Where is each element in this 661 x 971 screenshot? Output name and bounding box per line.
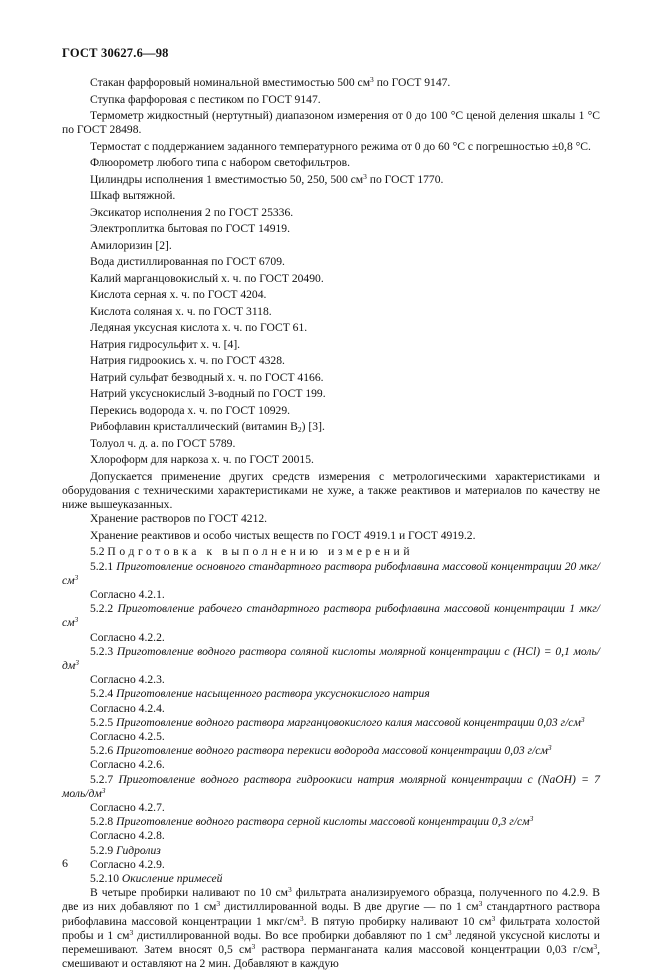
list-paragraph: Цилиндры исполнения 1 вместимостью 50, 250, 500 $см^3$ по ГОСТ 1770.	[90, 171, 444, 186]
list-paragraph: Перекись водорода х. ч. по ГОСТ 10929.	[90, 403, 291, 417]
list-paragraph: Хранение растворов по ГОСТ 4212.	[90, 512, 268, 526]
list-paragraph: Натрия гидроокись х. ч. по ГОСТ 4328.	[90, 354, 285, 368]
subsection-heading: 5.2.10 Окисление примесей	[90, 871, 223, 885]
list-paragraph: Кислота серная х. ч. по ГОСТ 4204.	[90, 288, 267, 302]
list-paragraph: Кислота соляная х. ч. по ГОСТ 3118.	[90, 304, 272, 318]
list-paragraph: Вода дистиллированная по ГОСТ 6709.	[90, 255, 285, 269]
list-paragraph: Электроплитка бытовая по ГОСТ 14919.	[90, 222, 290, 236]
list-paragraph: Стакан фарфоровый номинальной вместимостью 500 $см^3$ по ГОСТ 9147.	[90, 75, 451, 89]
subsection-heading: 5.2.3 Приготовление водного раствора соляной кислоты молярной концентрации с (HCl) = 0,1 моль/$дм^3$	[62, 644, 600, 672]
list-paragraph: Амилоризин [2].	[90, 238, 172, 252]
subsection-heading: 5.2.8 Приготовление водного раствора серной кислоты массовой концентрации 0,3 $г/см^3$	[90, 814, 534, 829]
subsection-reference: Согласно 4.2.4.	[90, 701, 165, 715]
list-paragraph: Ступка фарфоровая с пестиком по ГОСТ 9147.	[90, 92, 321, 106]
subsection-heading: 5.2.2 Приготовление рабочего стандартного раствора рибофлавина массовой концентрации 1 мкг/$см^3$	[62, 602, 600, 630]
list-paragraph: Рибофлавин кристаллический (витамин $B_2$) [3].	[90, 420, 325, 435]
procedure-paragraph: В четыре пробирки наливают по 10 $см^3$ фильтрата анализируемого образца, полученного по 4.2.9. В две из них добавляют по 1 $см^3$ дистиллированной воды. В две другие — по 1 $см^3$ стандартного раствора рибофлавина массовой концентрации 1 мкг/$см^3$. В пятую пробирку наливают 10 $см^3$ фильтрата холостой пробы и 1 $см^3$ дистиллированной воды. Во все пробирки добавляют по 1 $см^3$ ледяной уксусной кислоты и перемешивают. Затем вносят 0,5 $см^3$ раствора перманганата калия массовой концентрации 0,03 $г/см^3$, смешивают и оставляют на 2 мин. Добавляют в каждую	[62, 885, 600, 971]
list-paragraph: Допускается применение других средств измерения с метрологическими характеристиками и оборудования с техническими характеристиками не хуже, а также реактивов и материалов по качеству не ниже вышеуказанных.	[62, 469, 600, 512]
list-paragraph: Флюорометр любого типа с набором светофильтров.	[90, 156, 351, 170]
list-paragraph: Ледяная уксусная кислота х. ч. по ГОСТ 61.	[90, 321, 308, 335]
subsection-reference: Согласно 4.2.1.	[90, 587, 165, 601]
equipment-list	[62, 76, 600, 543]
subsection-list	[62, 560, 600, 872]
section-title: Подготовка к выполнению измерений	[107, 545, 414, 559]
subsection-reference: Согласно 4.2.8.	[90, 829, 165, 843]
list-paragraph: Натрий уксуснокислый 3-водный по ГОСТ 199.	[90, 387, 326, 401]
subsection-reference: Согласно 4.2.9.	[90, 857, 165, 871]
subsection-reference: Согласно 4.2.6.	[90, 758, 165, 772]
subsection-reference: Согласно 4.2.2.	[90, 630, 165, 644]
list-paragraph: Шкаф вытяжной.	[90, 189, 176, 203]
subsection-heading: 5.2.1 Приготовление основного стандартного раствора рибофлавина массовой концентрации 20 мкг/$см^3$	[62, 559, 600, 587]
list-paragraph: Эксикатор исполнения 2 по ГОСТ 25336.	[90, 205, 294, 219]
list-paragraph: Хлороформ для наркоза х. ч. по ГОСТ 20015.	[90, 453, 314, 467]
list-paragraph: Толуол ч. д. а. по ГОСТ 5789.	[90, 436, 236, 450]
subsection-heading: 5.2.7 Приготовление водного раствора гидроокиси натрия молярной концентрации с (NaOH) = 7 моль/$дм^3$	[62, 772, 600, 800]
subsection-reference: Согласно 4.2.3.	[90, 673, 165, 687]
subsection-reference: Согласно 4.2.5.	[90, 729, 165, 743]
document-header: ГОСТ 30627.6—98	[62, 46, 169, 60]
subsection-heading: 5.2.4 Приготовление насыщенного раствора уксуснокислого натрия	[90, 687, 430, 701]
subsection-reference: Согласно 4.2.7.	[90, 800, 165, 814]
page-number: 6	[62, 856, 68, 870]
list-paragraph: Термометр жидкостный (нертутный) диапазоном измерения от 0 до 100 °С ценой деления шкалы 1 °С по ГОСТ 28498.	[62, 109, 600, 137]
subsection-heading: 5.2.6 Приготовление водного раствора перекиси водорода массовой концентрации 0,03 $г/см^3$	[90, 743, 552, 758]
list-paragraph: Термостат с поддержанием заданного температурного режима от 0 до 60 °С с погрешностью ±0,8 °С.	[90, 139, 591, 153]
subsection-heading: 5.2.5 Приготовление водного раствора марганцовокислого калия массовой концентрации 0,03 $г/см^3$	[90, 714, 585, 729]
list-paragraph: Хранение реактивов и особо чистых веществ по ГОСТ 4919.1 и ГОСТ 4919.2.	[90, 528, 476, 542]
list-paragraph: Натрия гидросульфит х. ч. [4].	[90, 337, 241, 351]
document-body	[62, 76, 600, 971]
subsection-heading: 5.2.9 Гидролиз	[90, 843, 161, 857]
section-heading: 5.2 Подготовка к выполнению измерений	[90, 545, 414, 559]
list-paragraph: Натрий сульфат безводный х. ч. по ГОСТ 4166.	[90, 370, 324, 384]
list-paragraph: Калий марганцовокислый х. ч. по ГОСТ 20490.	[90, 271, 324, 285]
